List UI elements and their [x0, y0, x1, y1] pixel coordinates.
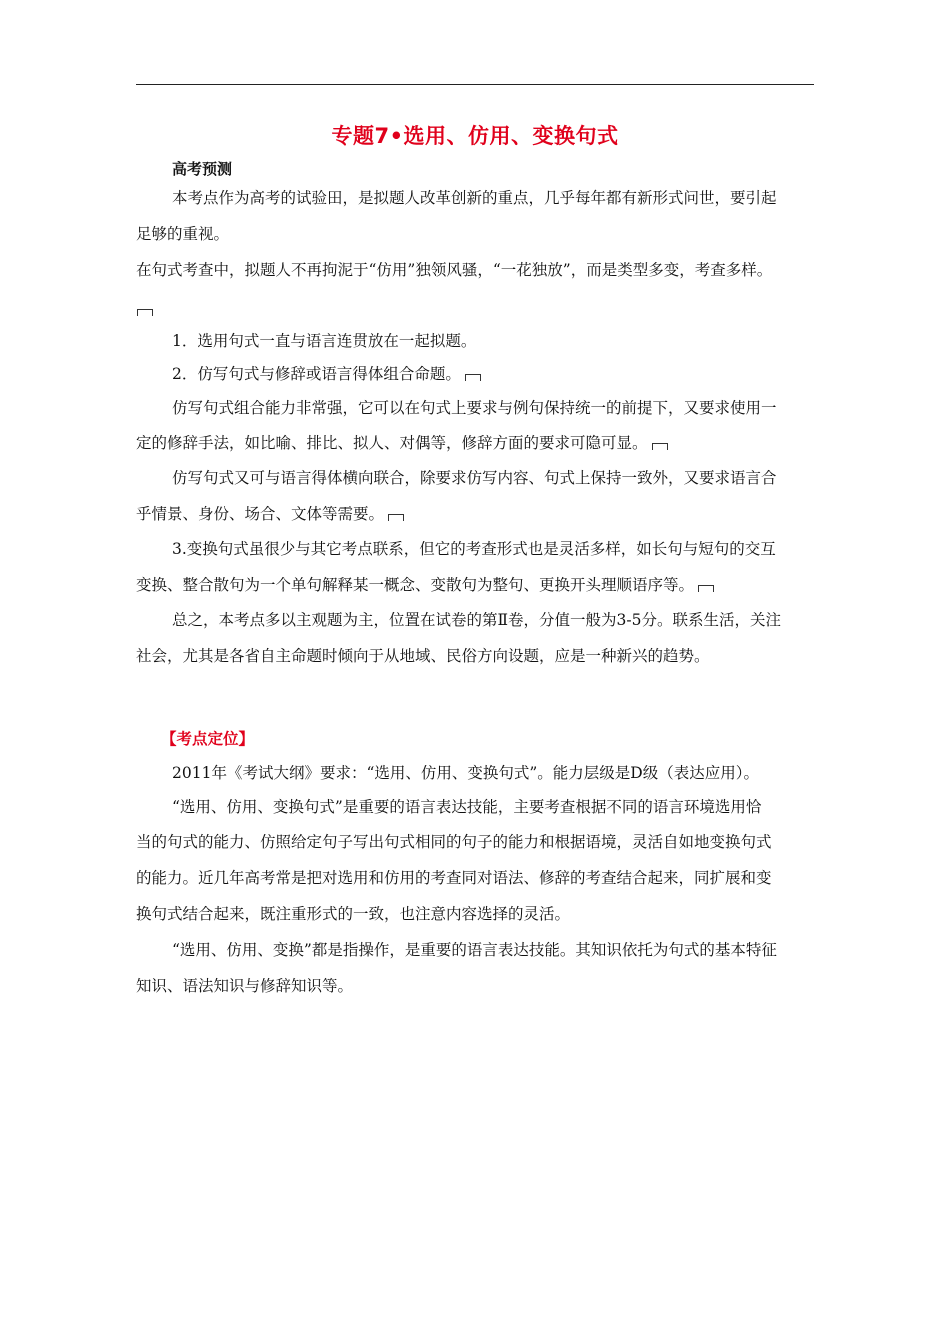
forecast-item-3-line-2 — [136, 574, 714, 596]
forecast-item-3-line-2-text: 变换、整合散句为一个单句解释某一概念、变散句为整句、更换开头理顺语序等。 — [136, 576, 695, 594]
edit-mark-icon — [388, 514, 404, 521]
forecast-paragraph-4-line-2 — [136, 503, 404, 525]
positioning-paragraph-2-line-2: 当的句式的能力、仿照给定句子写出句式相同的句子的能力和根据语境，灵活自如地变换句式 — [136, 833, 772, 851]
forecast-paragraph-3-line-2 — [136, 432, 668, 454]
forecast-item-1 — [172, 330, 476, 352]
edit-mark-icon — [698, 585, 714, 592]
forecast-paragraph-5-line-1: 总之，本考点多以主观题为主，位置在试卷的第Ⅱ卷，分值一般为3-5分。联系生活，关注 — [172, 611, 781, 629]
page-title: 专题7•选用、仿用、变换句式 — [331, 124, 619, 148]
forecast-paragraph-3-line-1: 仿写句式组合能力非常强，它可以在句式上要求与例句保持统一的前提下，又要求使用一 — [172, 399, 777, 417]
forecast-item-2-text: 2．仿写句式与修辞或语言得体组合命题。 — [172, 365, 461, 383]
positioning-paragraph-2-line-3: 的能力。近几年高考常是把对选用和仿用的考查同对语法、修辞的考查结合起来，同扩展和变 — [136, 869, 772, 887]
forecast-paragraph-1-line-2: 足够的重视。 — [136, 225, 230, 243]
forecast-paragraph-2-line-1: 在句式考查中，拟题人不再拘泥于“仿用”独领风骚，“一花独放”，而是类型多变，考查多样。 — [136, 261, 773, 279]
forecast-paragraph-4-line-2-text: 乎情景、身份、场合、文体等需要。 — [136, 505, 385, 523]
positioning-paragraph-2-line-1: “选用、仿用、变换句式”是重要的语言表达技能，主要考查根据不同的语言环境选用恰 — [172, 798, 762, 816]
forecast-paragraph-3-line-2-text: 定的修辞手法，如比喻、排比、拟人、对偶等，修辞方面的要求可隐可显。 — [136, 434, 648, 452]
positioning-paragraph-2-line-4: 换句式结合起来，既注重形式的一致，也注意内容选择的灵活。 — [136, 905, 571, 923]
forecast-paragraph-5-line-2: 社会，尤其是各省自主命题时倾向于从地域、民俗方向设题，应是一种新兴的趋势。 — [136, 647, 710, 665]
edit-mark-icon — [465, 374, 481, 381]
positioning-paragraph-3-line-2: 知识、语法知识与修辞知识等。 — [136, 977, 354, 995]
forecast-item-3-line-1: 3.变换句式虽很少与其它考点联系，但它的考查形式也是灵活多样，如长句与短句的交互 — [172, 540, 776, 558]
positioning-paragraph-3-line-1: “选用、仿用、变换”都是指操作，是重要的语言表达技能。其知识依托为句式的基本特征 — [172, 941, 777, 959]
forecast-heading: 高考预测 — [172, 160, 233, 178]
edit-mark-icon — [652, 443, 668, 450]
forecast-paragraph-1-line-1: 本考点作为高考的试验田，是拟题人改革创新的重点，几乎每年都有新形式问世，要引起 — [172, 189, 777, 207]
header-rule — [136, 84, 814, 85]
forecast-paragraph-4-line-1: 仿写句式又可与语言得体横向联合，除要求仿写内容、句式上保持一致外，又要求语言合 — [172, 469, 777, 487]
edit-mark-icon — [137, 309, 153, 316]
forecast-item-2 — [172, 363, 481, 385]
positioning-heading: 【考点定位】 — [161, 730, 255, 748]
positioning-paragraph-1: 2011年《考试大纲》要求：“选用、仿用、变换句式”。能力层级是D级（表达应用）。 — [172, 764, 759, 782]
forecast-item-1-text: 1．选用句式一直与语言连贯放在一起拟题。 — [172, 332, 477, 350]
